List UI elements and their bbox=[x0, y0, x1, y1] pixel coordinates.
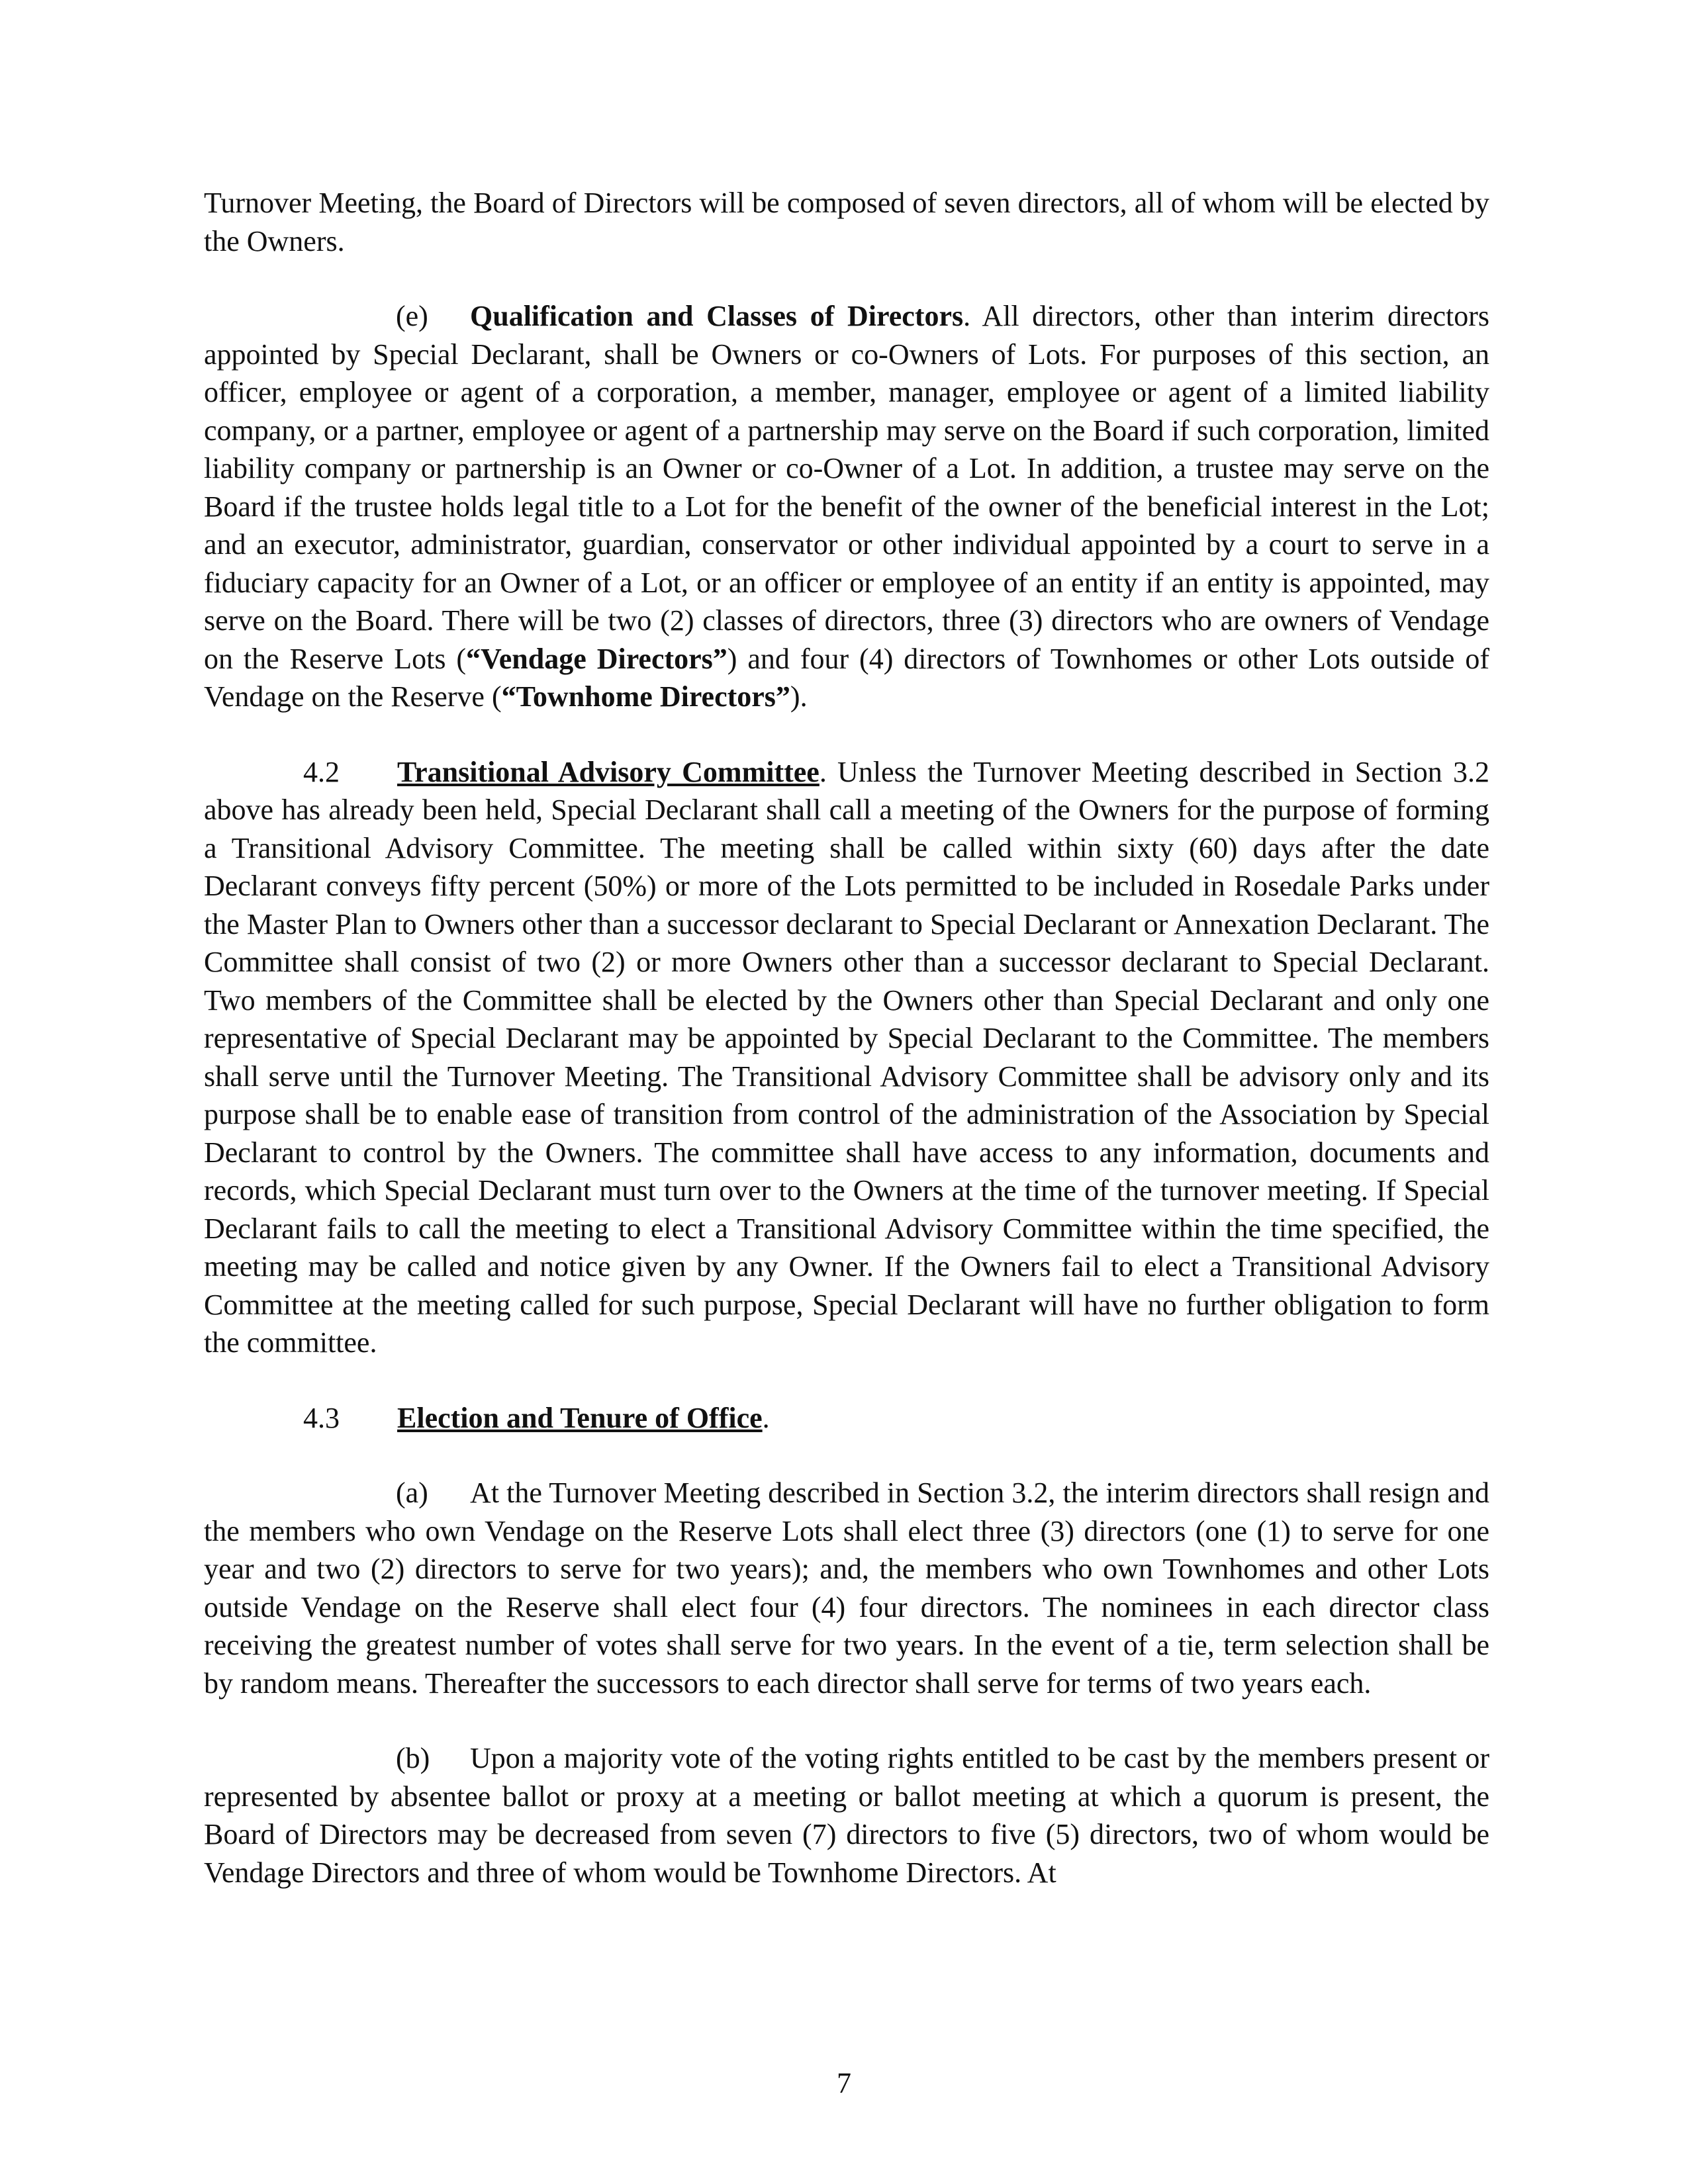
paragraph-e bbox=[204, 297, 1489, 716]
paragraph-e-text-3: ). bbox=[790, 680, 808, 713]
term-vendage-directors: “Vendage Directors” bbox=[466, 642, 727, 675]
section-4-3-number: 4.3 bbox=[303, 1401, 340, 1434]
paragraph-e-label: (e) bbox=[396, 300, 428, 332]
paragraph-e-text-2: ) and four (4) directors of Townhomes or other Lots outside of Vendage on the Reserve ( bbox=[204, 642, 1490, 713]
section-4-2-number: 4.2 bbox=[303, 755, 340, 788]
section-4-3-paragraph-b bbox=[204, 1739, 1489, 1891]
page-number: 7 bbox=[837, 2067, 851, 2099]
paragraph-b-label: (b) bbox=[396, 1742, 430, 1774]
section-4-3-heading-end: . bbox=[762, 1401, 770, 1434]
document-body bbox=[204, 184, 1489, 1929]
term-townhome-directors: “Townhome Directors” bbox=[501, 680, 790, 713]
section-4-3-paragraph-a bbox=[204, 1474, 1489, 1702]
paragraph-a-text: At the Turnover Meeting described in Section 3.2, the interim directors shall resign and the members who own Vendage on the Reserve Lots shall elect three (3) directors (one (1) to serve for one year and two (2) directors to serve for two years); and, the members who own Townhomes and other Lots outside Vendage on the Reserve shall elect four (4) four directors. The nominees in each director class receiving the greatest number of votes shall serve for two years. In the event of a tie, term selection shall be by random means. Thereafter the successors to each director shall serve for terms of two years each. bbox=[204, 1477, 1489, 1700]
paragraph-b-text: Upon a majority vote of the voting rights entitled to be cast by the members present or represented by absentee ballot or proxy at a meeting or ballot meeting at which a quorum is present, the Board of Directors may be decreased from seven (7) directors to five (5) directors, two of whom would be Vendage Directors and three of whom would be Townhome Directors. At bbox=[204, 1742, 1489, 1889]
section-4-2 bbox=[204, 753, 1489, 1362]
section-4-3-heading-line bbox=[204, 1399, 1489, 1437]
section-4-2-heading: Transitional Advisory Committee bbox=[397, 755, 820, 788]
section-4-3-heading: Election and Tenure of Office bbox=[397, 1401, 763, 1434]
section-4-2-text: . Unless the Turnover Meeting described in Section 3.2 above has already been held, Special Declarant shall call a meeting of the Owners for the purpose of forming a Transitional Advisory Committee. The meeting shall be called within sixty (60) days after the date Declarant conveys fifty percent (50%) or more of the Lots permitted to be included in Rosedale Parks under the Master Plan to Owners other than a successor declarant to Special Declarant or Annexation Declarant. The Committee shall consist of two (2) or more Owners other than a successor declarant to Special Declarant. Two members of the Committee shall be elected by the Owners other than Special Declarant and only one representative of Special Declarant may be appointed by Special Declarant to the Committee. The members shall serve until the Turnover Meeting. The Transitional Advisory Committee shall be advisory only and its purpose shall be to enable ease of transition from control of the administration of the Association by Special Declarant to control by the Owners. The committee shall have access to any information, documents and records, which Special Declarant must turn over to the Owners at the time of the turnover meeting. If Special Declarant fails to call the meeting to elect a Transitional Advisory Committee within the time specified, the meeting may be called and notice given by any Owner. If the Owners fail to elect a Transitional Advisory Committee at the meeting called for such purpose, Special Declarant will have no further obligation to form the committee. bbox=[204, 755, 1489, 1359]
paragraph-e-heading: Qualification and Classes of Directors bbox=[470, 300, 964, 332]
continuation-paragraph: Turnover Meeting, the Board of Directors will be composed of seven directors, all of whom will be elected by the Owners. bbox=[204, 187, 1489, 257]
paragraph-e-text-1: . All directors, other than interim directors appointed by Special Declarant, shall be Owners or co-Owners of Lots. For purposes of this section, an officer, employee or agent of a corporation, a member, manager, employee or agent of a limited liability company, or a partner, employee or agent of a partnership may serve on the Board if such corporation, limited liability company or partnership is an Owner or co-Owner of a Lot. In addition, a trustee may serve on the Board if the trustee holds legal title to a Lot for the benefit of the owner of the beneficial interest in the Lot; and an executor, administrator, guardian, conservator or other individual appointed by a court to serve in a fiduciary capacity for an Owner of a Lot, or an officer or employee of an entity if an entity is appointed, may serve on the Board. There will be two (2) classes of directors, three (3) directors who are owners of Vendage on the Reserve Lots ( bbox=[204, 300, 1489, 675]
paragraph-a-label: (a) bbox=[396, 1477, 428, 1509]
